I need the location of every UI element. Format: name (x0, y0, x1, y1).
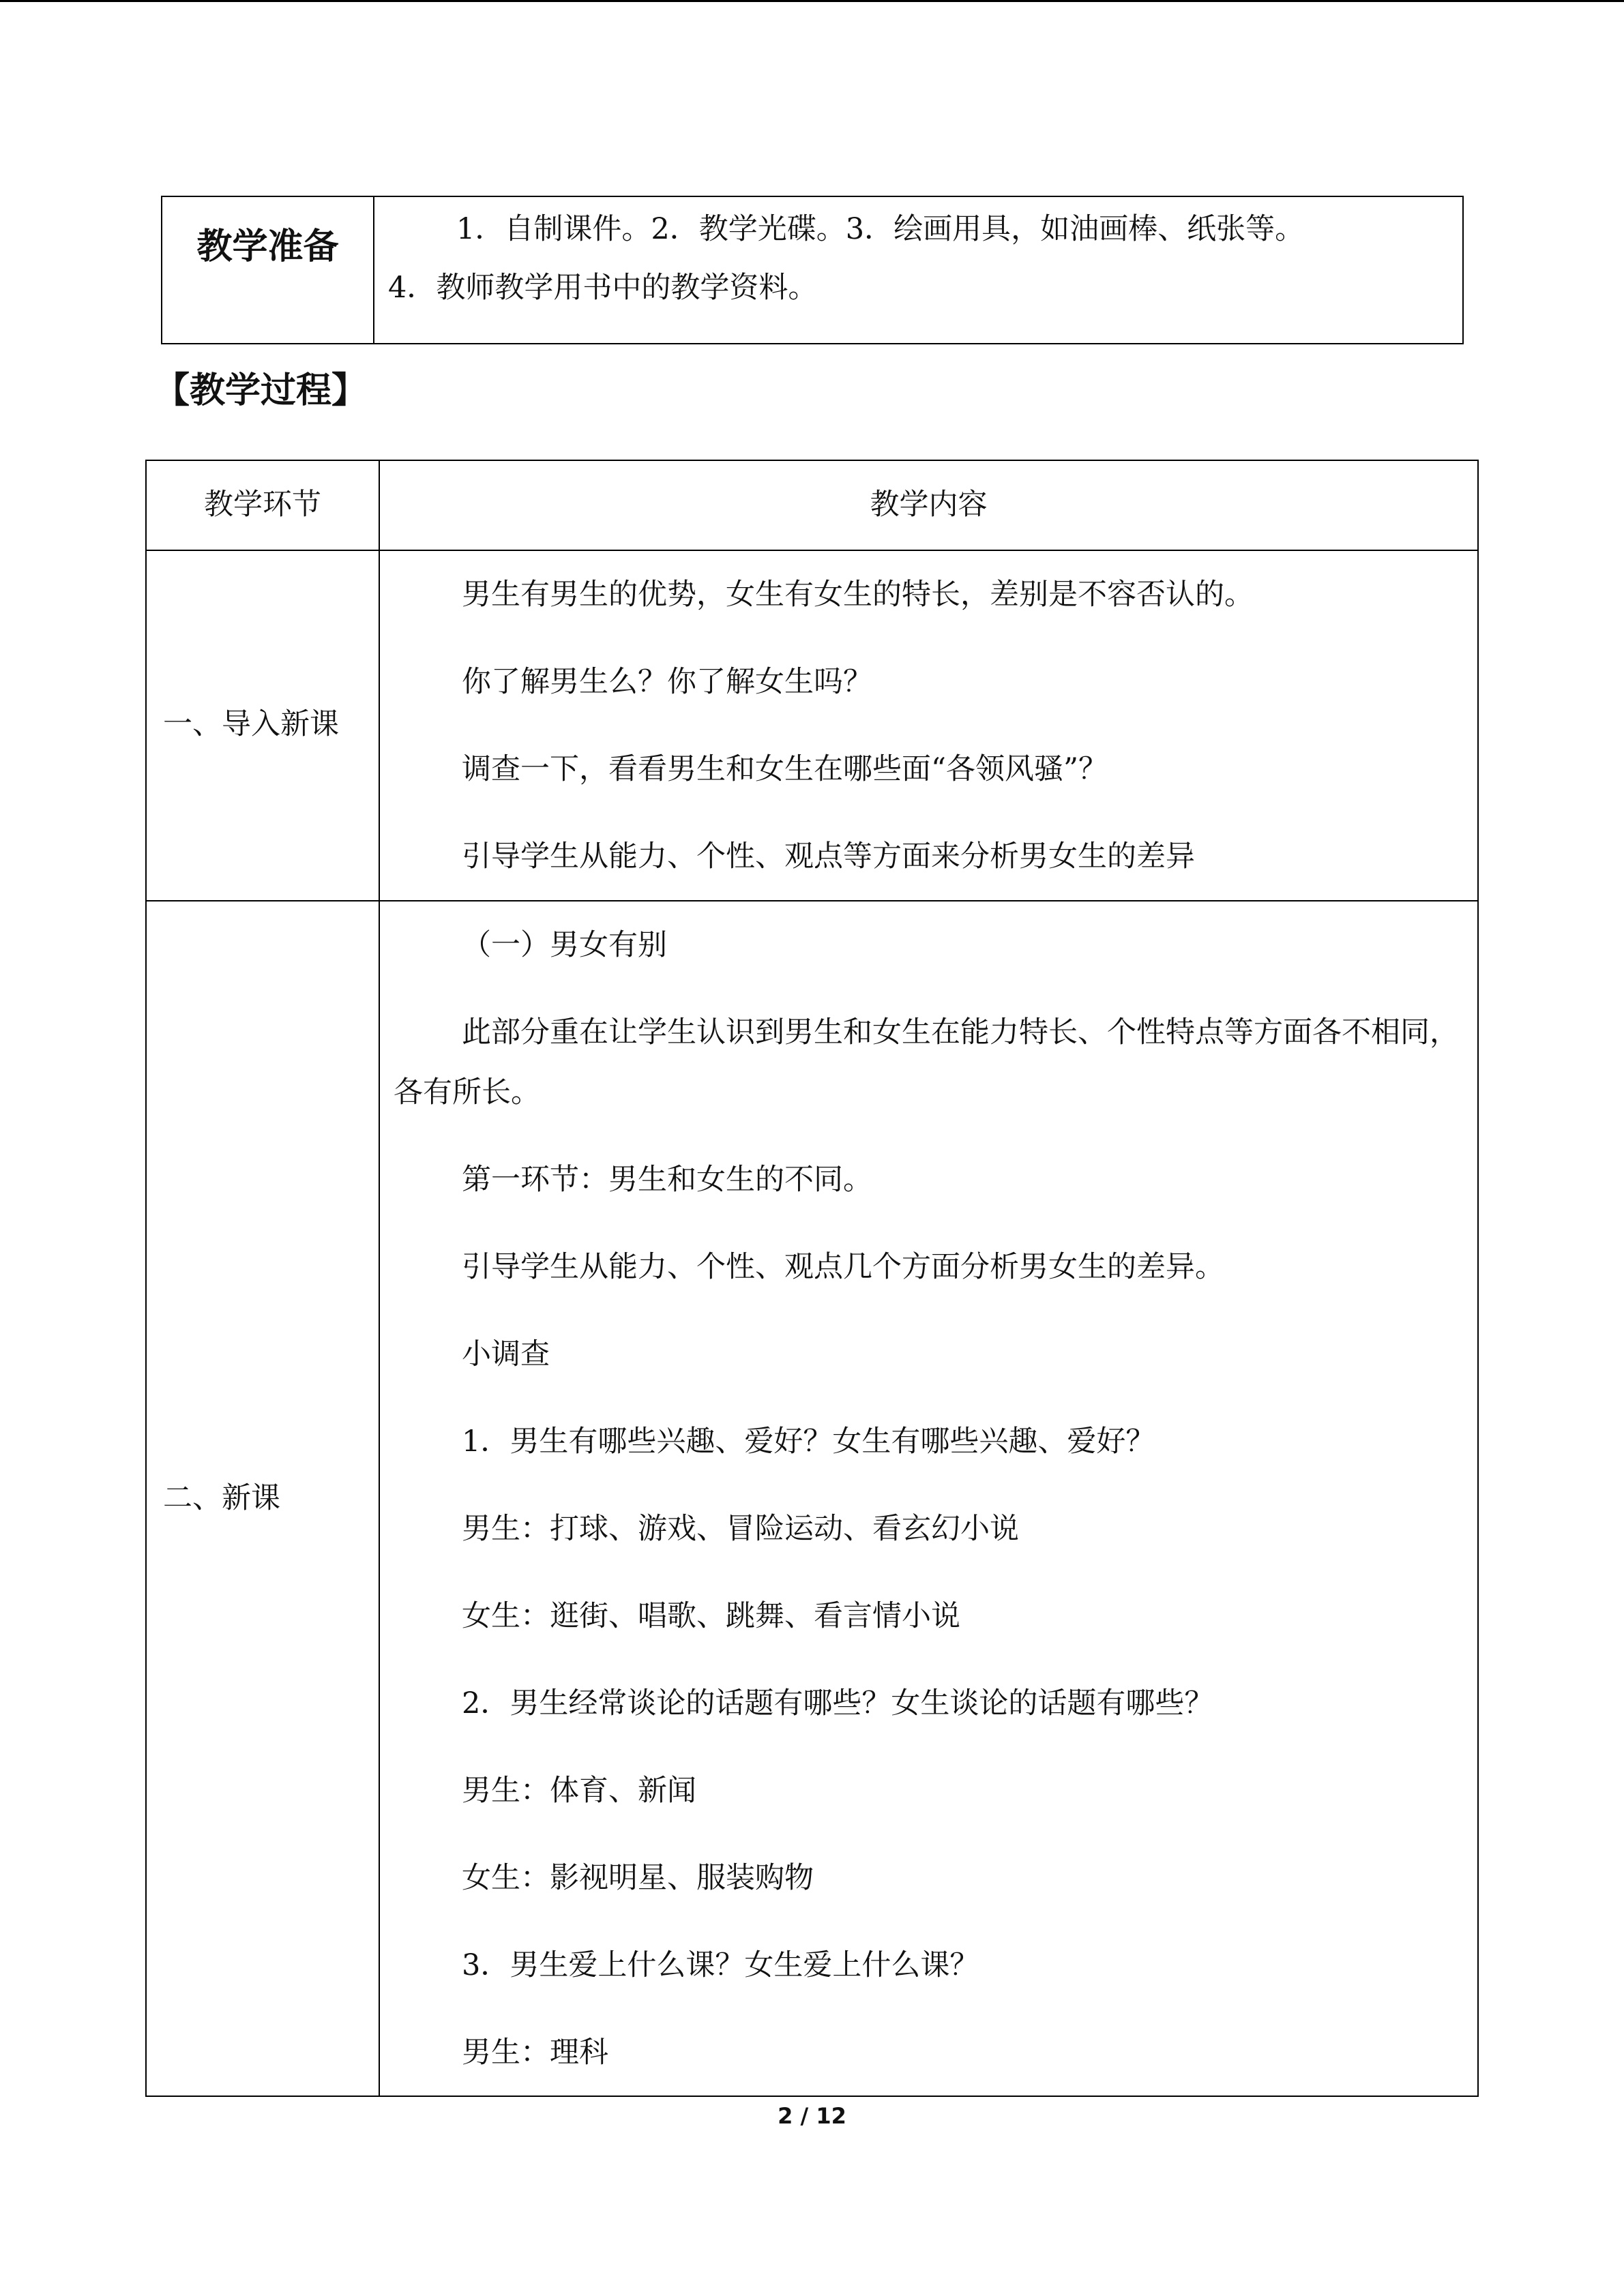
teaching-preparation-table (161, 196, 1464, 344)
header-stage: 教学环节 (204, 488, 321, 522)
content-paragraph: 3．男生爱上什么课？女生爱上什么课？ (462, 1948, 979, 1982)
content-paragraph: 第一环节：男生和女生的不同。 (462, 1163, 872, 1197)
preparation-line-2: 4．教师教学用书中的教学资料。 (388, 271, 818, 305)
row-stage-label: 一、导入新课 (163, 707, 339, 741)
content-paragraph: 男生有男生的优势，女生有女生的特长，差别是不容否认的。 (462, 578, 1254, 612)
top-border-line (0, 0, 1624, 2)
header-content: 教学内容 (870, 488, 988, 522)
row-content (394, 901, 1461, 2096)
section-title: 【教学过程】 (154, 370, 368, 411)
column-divider (379, 461, 380, 2096)
content-paragraph: 女生：逛街、唱歌、跳舞、看言情小说 (462, 1599, 960, 1633)
content-paragraph: （一）男女有别 (462, 928, 667, 962)
content-paragraph: 此部分重在让学生认识到男生和女生在能力特长、个性特点等方面各不相同，各有所长。 (394, 1015, 1459, 1109)
content-paragraph: 1．男生有哪些兴趣、爱好？女生有哪些兴趣、爱好？ (462, 1425, 1155, 1459)
teaching-process-table (145, 460, 1479, 2097)
preparation-label: 教学准备 (162, 197, 374, 343)
content-paragraph: 你了解男生么？你了解女生吗？ (462, 665, 872, 699)
content-paragraph: 引导学生从能力、个性、观点等方面来分析男女生的差异 (462, 839, 1195, 874)
content-paragraph: 小调查 (462, 1337, 550, 1371)
row-content (394, 551, 1461, 900)
preparation-line-1: 1．自制课件。2．教学光碟。3．绘画用具，如油画棒、纸张等。 (456, 212, 1305, 246)
content-paragraph: 男生：体育、新闻 (462, 1774, 696, 1808)
content-paragraph: 调查一下，看看男生和女生在哪些面“各领风骚”？ (462, 752, 1108, 786)
content-paragraph: 女生：影视明星、服装购物 (462, 1861, 814, 1895)
content-paragraph: 男生：打球、游戏、冒险运动、看玄幻小说 (462, 1512, 1019, 1546)
row-stage-label: 二、新课 (163, 1481, 280, 1515)
content-paragraph: 男生：理科 (462, 2036, 608, 2070)
content-paragraph: 引导学生从能力、个性、观点几个方面分析男女生的差异。 (462, 1250, 1224, 1284)
page-number: 2 / 12 (778, 2103, 846, 2129)
content-paragraph: 2．男生经常谈论的话题有哪些？女生谈论的话题有哪些？ (462, 1686, 1214, 1720)
preparation-content (374, 197, 1462, 343)
